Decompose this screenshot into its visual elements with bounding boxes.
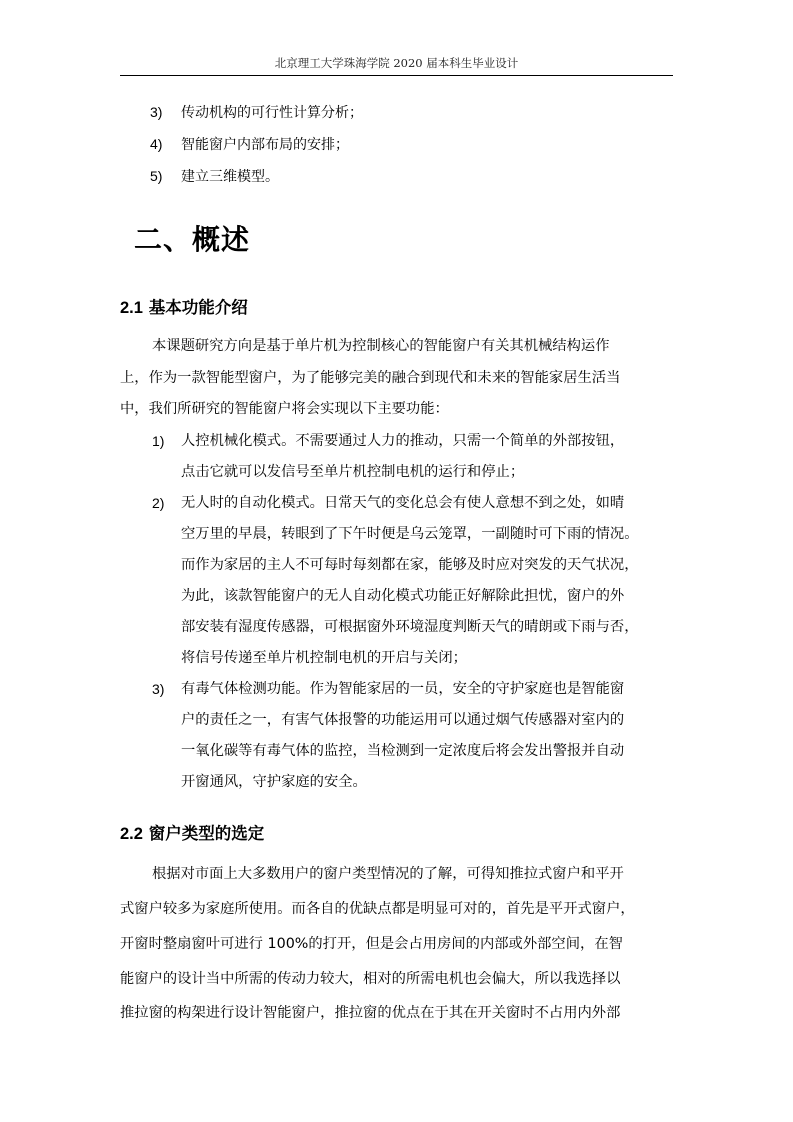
list-item bbox=[150, 102, 363, 123]
list-item-line: 为此，该款智能窗户的无人自动化模式功能正好解除此担忧，窗户的外 bbox=[181, 588, 625, 604]
section-title: 窗户类型的选定 bbox=[148, 824, 265, 843]
paragraph-line: 根据对市面上大多数用户的窗户类型情况的了解，可得知推拉式窗户和平开 bbox=[152, 866, 624, 882]
paragraph-line: 推拉窗的构架进行设计智能窗户，推拉窗的优点在于其在开关窗时不占用内外部 bbox=[120, 1005, 621, 1021]
list-item-text: 建立三维模型。 bbox=[181, 169, 279, 185]
list-item-line: 一氧化碳等有毒气体的监控，当检测到一定浓度后将会发出警报并自动 bbox=[181, 743, 625, 759]
header-rule bbox=[120, 75, 673, 76]
list-item-line: 人控机械化模式。不需要通过人力的推动，只需一个简单的外部按钮， bbox=[181, 433, 625, 449]
list-item-number: 1) bbox=[152, 433, 165, 449]
paragraph-line: 上，作为一款智能型窗户，为了能够完美的融合到现代和未来的智能家居生活当 bbox=[120, 370, 621, 386]
list-item-text: 传动机构的可行性计算分析； bbox=[181, 105, 363, 121]
section-heading bbox=[120, 822, 264, 846]
section-number: 2.2 bbox=[120, 825, 143, 843]
list-item-line: 开窗通风，守护家庭的安全。 bbox=[181, 774, 367, 790]
list-item bbox=[150, 166, 279, 187]
list-item-line: 将信号传递至单片机控制电机的开启与关闭； bbox=[181, 650, 467, 666]
page-header: 北京理工大学珠海学院 2020 届本科生毕业设计 bbox=[274, 56, 519, 70]
list-item-line: 空万里的早晨，转眼到了下午时便是乌云笼罩，一副随时可下雨的情况。 bbox=[181, 526, 639, 542]
section-number: 2.1 bbox=[120, 299, 143, 317]
section-heading bbox=[120, 296, 248, 320]
paragraph-line: 能窗户的设计当中所需的传动力较大，相对的所需电机也会偏大，所以我选择以 bbox=[120, 971, 621, 987]
list-item-number: 2) bbox=[152, 495, 165, 511]
list-item-line: 而作为家居的主人不可每时每刻都在家，能够及时应对突发的天气状况， bbox=[181, 557, 639, 573]
list-item-line: 户的责任之一，有害气体报警的功能运用可以通过烟气传感器对室内的 bbox=[181, 712, 625, 728]
list-item-line: 点击它就可以发信号至单片机控制电机的运行和停止； bbox=[181, 464, 525, 480]
list-item bbox=[150, 134, 349, 155]
list-item-number: 5) bbox=[150, 168, 163, 184]
paragraph-line: 开窗时整扇窗叶可进行 100%的打开，但是会占用房间的内部或外部空间，在智 bbox=[120, 936, 623, 952]
paragraph-line: 本课题研究方向是基于单片机为控制核心的智能窗户有关其机械结构运作 bbox=[152, 338, 610, 354]
paragraph-line: 中，我们所研究的智能窗户将会实现以下主要功能： bbox=[120, 401, 449, 417]
list-item-line: 部安装有湿度传感器，可根据窗外环境湿度判断天气的晴朗或下雨与否， bbox=[181, 619, 639, 635]
list-item-number: 4) bbox=[150, 136, 163, 152]
section-title: 基本功能介绍 bbox=[148, 298, 248, 317]
list-item-line: 有毒气体检测功能。作为智能家居的一员，安全的守护家庭也是智能窗 bbox=[181, 681, 625, 697]
chapter-title: 二、概述 bbox=[134, 223, 251, 256]
paragraph-line: 式窗户较多为家庭所使用。而各自的优缺点都是明显可对的，首先是平开式窗户， bbox=[120, 901, 635, 917]
list-item-text: 智能窗户内部布局的安排； bbox=[181, 137, 349, 153]
list-item-number: 3) bbox=[150, 104, 163, 120]
list-item-number: 3) bbox=[152, 681, 165, 697]
list-item-line: 无人时的自动化模式。日常天气的变化总会有使人意想不到之处，如晴 bbox=[181, 495, 625, 511]
